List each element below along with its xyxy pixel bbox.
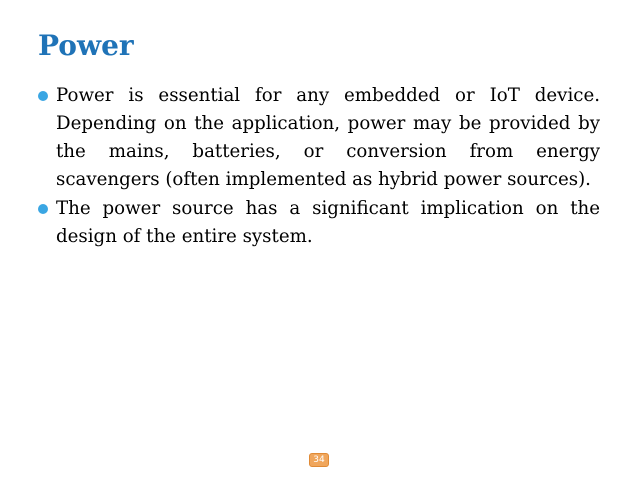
- slide-title: Power: [38, 29, 134, 62]
- bullet-dot-icon: [38, 91, 48, 101]
- bullet-text: Power is essential for any embedded or IoT device. Depending on the application, power may be provided by the mains, batteries, or conversion from energy scavengers (often implemented as hybrid power sources).: [56, 85, 600, 190]
- bullet-item: [36, 82, 600, 194]
- page-number-badge: 34: [309, 453, 329, 467]
- bullet-text: The power source has a significant implication on the design of the entire system.: [56, 198, 600, 247]
- bullet-item: [36, 195, 600, 251]
- bullet-list: [36, 82, 600, 252]
- bullet-dot-icon: [38, 204, 48, 214]
